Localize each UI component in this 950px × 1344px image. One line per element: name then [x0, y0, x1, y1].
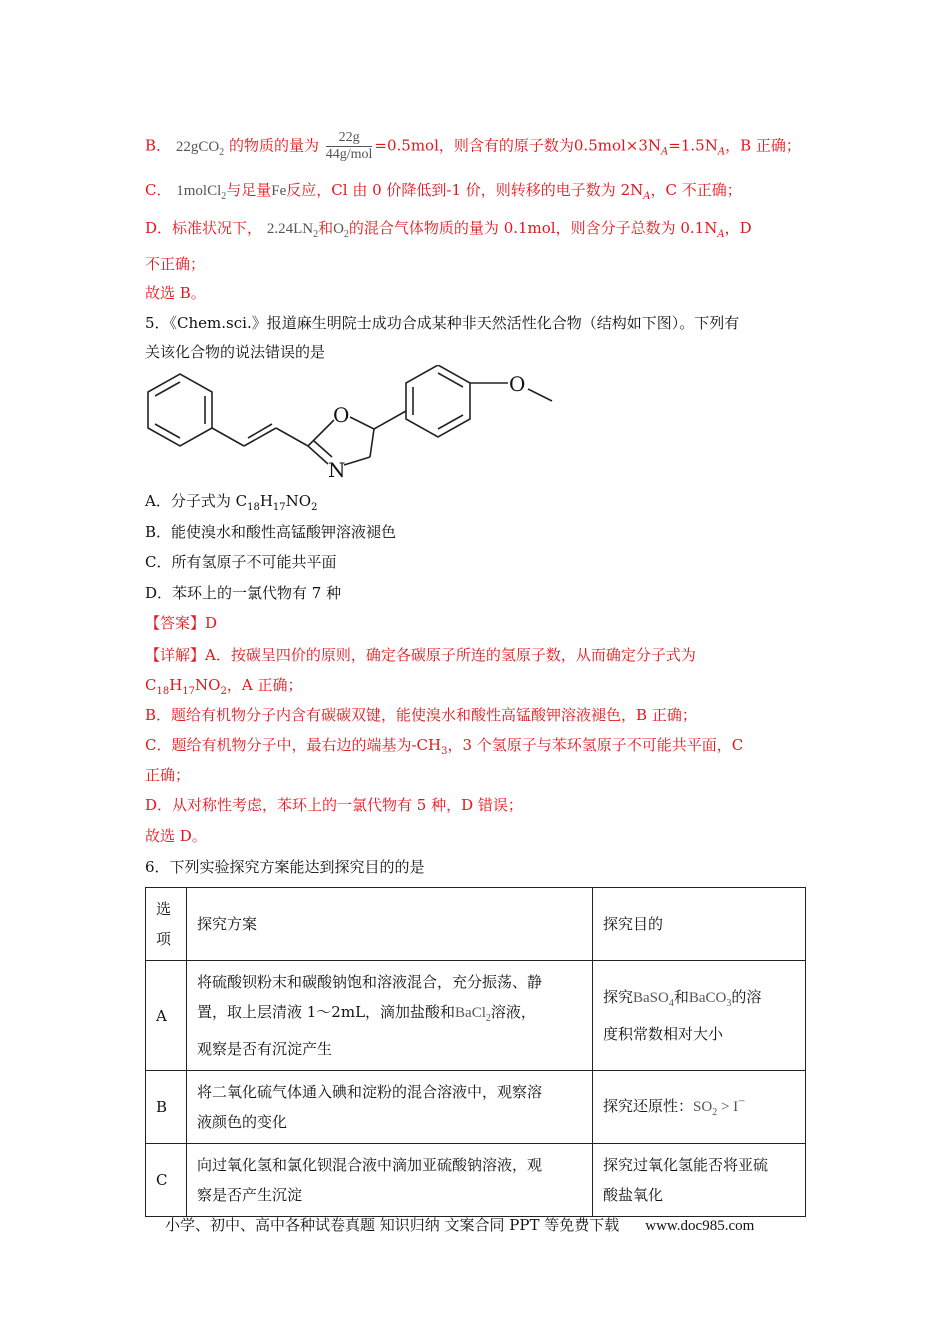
- row-a-goal: 探究BaSO$_4$和BaCO$_3$的溶 度积常数相对大小: [593, 961, 806, 1071]
- ring-oxygen-label: O: [333, 403, 350, 427]
- q5-option-a: A．分子式为 $C_{18}H_{17}NO_2$: [145, 492, 318, 513]
- table-row: [146, 1144, 806, 1217]
- q5-option-d: D．苯环上的一氯代物有 7 种: [145, 584, 342, 602]
- row-a-option: A: [146, 961, 187, 1071]
- q4-explanation-d: D．标准状况下， $2.24LN_2$和$O_2$的混合气体物质的量为 0.1mol，则含分子总数为 $0.1N_A$，D: [145, 219, 752, 240]
- q5-option-b: B．能使溴水和酸性高锰酸钾溶液褪色: [145, 523, 397, 541]
- q5-stem-line1: 5．《Chem.sci.》报道麻生明院士成功合成某种非天然活性化合物（结构如下图）。下列有: [145, 314, 740, 332]
- q4-explanation-b: B． 22gCO$_2$ 的物质的量为 $\frac{22g}{\text{44g/mol}}$ =0.5mol，则含有的原子数为$0.5mol\times 3N_A=1.5N_A$，B 正确；: [145, 130, 801, 162]
- table-row: [146, 961, 806, 1071]
- q6-table: [145, 887, 806, 1217]
- header-option: 选 项: [146, 888, 187, 961]
- row-c-option: C: [146, 1144, 187, 1217]
- q4-explanation-d-cont: 不正确；: [145, 255, 206, 273]
- formula-1molcl2: 1molCl$_2$: [176, 183, 227, 202]
- table-row: [146, 1071, 806, 1144]
- q5-detail-c-line2: 正确；: [145, 766, 191, 784]
- table-header-row: [146, 888, 806, 961]
- formula-fe: Fe: [271, 183, 287, 199]
- q4-explanation-c: C． 1molCl$_2$与足量Fe反应，Cl 由 0 价降低到-1 价，则转移的电子数为 $2N_A$，C 不正确；: [145, 181, 742, 202]
- q5-stem-line2: 关该化合物的说法错误的是: [145, 343, 326, 361]
- molecule-structure: [130, 365, 570, 485]
- q6-stem: 6．下列实验探究方案能达到探究目的的是: [145, 858, 425, 876]
- page-footer: [165, 1214, 754, 1235]
- q5-answer: 【答案】D: [145, 614, 218, 632]
- row-a-plan: 将硫酸钡粉末和碳酸钠饱和溶液混合，充分振荡、静 置，取上层清液 1～2mL，滴加盐酸和BaCl$_2$溶液， 观察是否有沉淀产生: [187, 961, 593, 1071]
- row-b-plan: 将二氧化硫气体通入碘和淀粉的混合溶液中，观察溶 液颜色的变化: [187, 1071, 593, 1144]
- q5-detail-a-line2: $C_{18}H_{17}NO_2$，A 正确；: [145, 676, 303, 697]
- q5-detail-conclusion: 故选 D。: [145, 827, 207, 845]
- row-b-goal: 探究还原性：$SO_2 > I^-$: [593, 1071, 806, 1144]
- q5-option-c: C．所有氢原子不可能共平面: [145, 553, 337, 571]
- formula-22gco2: 22gCO$_2$: [175, 138, 225, 158]
- q5-detail-d: D．从对称性考虑，苯环上的一氯代物有 5 种，D 错误；: [145, 796, 523, 814]
- q5-detail-c-line1: C．题给有机物分子中，最右边的端基为$-CH_3$，3 个氢原子与苯环氢原子不可能共平面，C: [145, 736, 744, 757]
- row-c-plan: 向过氧化氢和氯化钡混合液中滴加亚硫酸钠溶液，观 察是否产生沉淀: [187, 1144, 593, 1217]
- header-goal: 探究目的: [593, 888, 806, 961]
- formula-224ln2: $2.24LN_2$: [266, 221, 319, 240]
- row-b-option: B: [146, 1071, 187, 1144]
- ring-nitrogen-label: N: [328, 458, 346, 482]
- footer-url[interactable]: www.doc985.com: [645, 1218, 755, 1234]
- q5-detail-a-line1: 【详解】A．按碳呈四价的原则，确定各碳原子所连的氢原子数，从而确定分子式为: [145, 646, 696, 664]
- row-c-goal: 探究过氧化氢能否将亚硫 酸盐氧化: [593, 1144, 806, 1217]
- header-plan: 探究方案: [187, 888, 593, 961]
- fraction-22g-over-44gmol: $\frac{22g}{\text{44g/mol}}$: [325, 130, 373, 162]
- footer-text: 小学、初中、高中各种试卷真题 知识归纳 文案合同 PPT 等免费下载: [165, 1216, 620, 1234]
- methoxy-oxygen-label: O: [509, 372, 526, 396]
- formula-o2: $O_2$: [333, 221, 349, 240]
- q4-conclusion: 故选 B。: [145, 284, 206, 302]
- q5-detail-b: B．题给有机物分子内含有碳碳双键，能使溴水和酸性高锰酸钾溶液褪色，B 正确；: [145, 706, 697, 724]
